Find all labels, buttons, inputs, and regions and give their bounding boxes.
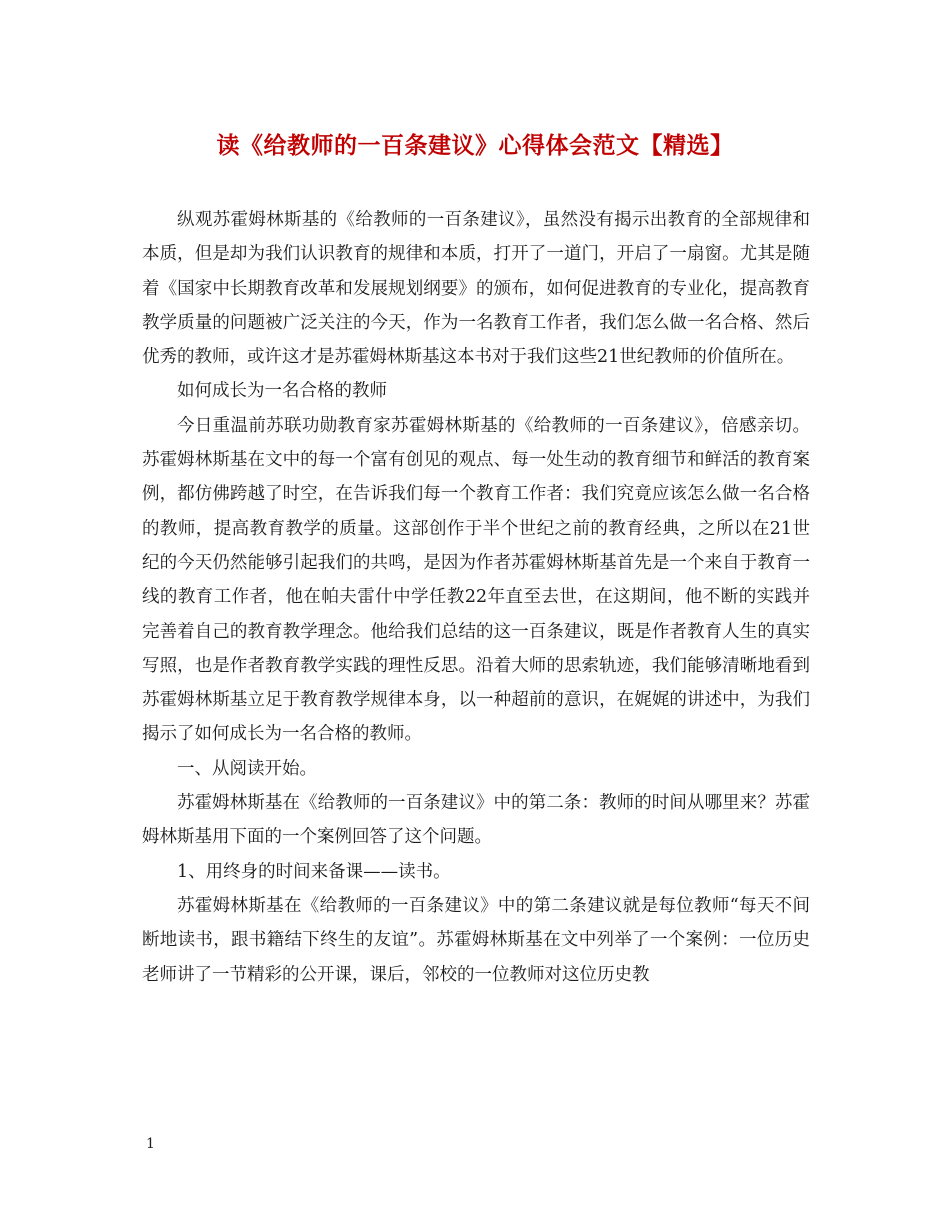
paragraph-body: 今日重温前苏联功勋教育家苏霍姆林斯基的《给教师的一百条建议》，倍感亲切。苏霍姆林斯基在文中的每一个富有创见的观点、每一处生动的教育细节和鲜活的教育案例，都仿佛跨越了时空，在告诉我们每一个教育工作者：我们究竟应该怎么做一名合格的教师，提高教育教学的质量。这部创作于半个世纪之前的教育经典，之所以在21世纪的今天仍然能够引起我们的共鸣，是因为作者苏霍姆林斯基首先是一个来自于教育一线的教育工作者，他在帕夫雷什中学任教22年直至去世，在这期间，他不断的实践并完善着自己的教育教学理念。他给我们总结的这一百条建议，既是作者教育人生的真实写照，也是作者教育教学实践的理性反思。沿着大师的思索轨迹，我们能够清晰地看到苏霍姆林斯基立足于教育教学规律本身，以一种超前的意识，在娓娓的讲述中，为我们揭示了如何成长为一名合格的教师。 — [142, 415, 810, 745]
document-body — [142, 203, 810, 992]
item-heading: 1、用终身的时间来备课——读书。 — [177, 861, 451, 882]
document-title: 读《给教师的一百条建议》心得体会范文【精选】 — [216, 132, 734, 159]
paragraph-body: 苏霍姆林斯基在《给教师的一百条建议》中的第二条：教师的时间从哪里来？苏霍姆林斯基用下面的一个案例回答了这个问题。 — [142, 793, 810, 848]
section-heading: 如何成长为一名合格的教师 — [177, 381, 387, 402]
subsection-heading: 一、从阅读开始。 — [177, 758, 317, 779]
page-number: 1 — [146, 1136, 155, 1152]
paragraph-intro: 纵观苏霍姆林斯基的《给教师的一百条建议》，虽然没有揭示出教育的全部规律和本质，但是却为我们认识教育的规律和本质，打开了一道门，开启了一扇窗。尤其是随着《国家中长期教育改革和发展规划纲要》的颁布，如何促进教育的专业化，提高教育教学质量的问题被广泛关注的今天，作为一名教育工作者，我们怎么做一名合格、然后优秀的教师，或许这才是苏霍姆林斯基这本书对于我们这些21世纪教师的价值所在。 — [142, 210, 810, 368]
paragraph-body: 苏霍姆林斯基在《给教师的一百条建议》中的第二条建议就是每位教师“每天不间断地读书，跟书籍结下终生的友谊”。苏霍姆林斯基在文中列举了一个案例：一位历史老师讲了一节精彩的公开课，课后，邻校的一位教师对这位历史教 — [142, 895, 810, 985]
